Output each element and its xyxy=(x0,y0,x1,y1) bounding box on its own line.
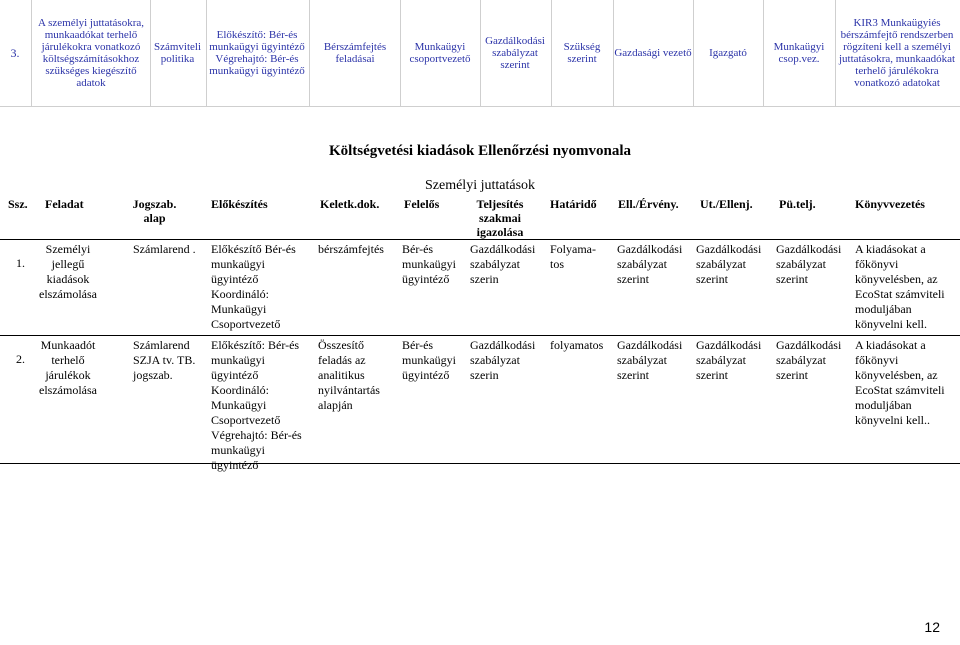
row-hatarido: folyamatos xyxy=(550,338,604,352)
document-subtitle: Személyi juttatások xyxy=(424,178,536,193)
column-divider xyxy=(150,0,151,106)
row-keletk: bérszámfejtés xyxy=(318,242,384,256)
row-divider xyxy=(0,335,960,336)
row-jogszab: Számlarend SZJA tv. TB. jogszab. xyxy=(133,338,196,382)
column-divider xyxy=(693,0,694,106)
column-divider xyxy=(31,0,32,106)
prev-row-check: Gazdasági vezető xyxy=(614,47,692,59)
header-feladat: Feladat xyxy=(45,197,84,211)
row-number: 2. xyxy=(16,352,25,366)
row-teljesites: Gazdálkodási szabályzat szerin xyxy=(470,242,536,286)
prev-row-verification: Gazdálkodási szabályzat szerint xyxy=(485,35,545,71)
header-ut: Ut./Ellenj. xyxy=(700,197,753,211)
row-ell: Gazdálkodási szabályzat szerint xyxy=(617,338,683,382)
previous-table-row xyxy=(0,0,960,106)
column-divider xyxy=(480,0,481,106)
prev-row-number: 3. xyxy=(10,46,20,60)
row-elokeszites: Előkészítő Bér-és munkaügyi ügyintéző Koordináló: Munkaügyi Csoportvezető xyxy=(211,242,296,331)
row-pu: Gazdálkodási szabályzat szerint xyxy=(776,242,842,286)
column-divider xyxy=(206,0,207,106)
column-divider xyxy=(763,0,764,106)
row-feladat: Személyi jellegű kiadások elszámolása xyxy=(39,242,97,301)
header-jogszab: Jogszab. alap xyxy=(132,197,177,225)
page-number: 12 xyxy=(924,619,940,635)
column-divider xyxy=(613,0,614,106)
row-elokeszites: Előkészítő: Bér-és munkaügyi ügyintéző Koordináló: Munkaügyi Csoportvezető Végrehajtó: Bér-és munkaügyi ügyintéző xyxy=(211,338,302,472)
prev-row-responsible: Munkaügyi csoportvezető xyxy=(409,41,471,65)
header-rule xyxy=(0,239,960,240)
column-divider xyxy=(835,0,836,106)
prev-row-approval: Igazgató xyxy=(709,47,747,59)
row-keletk: Összesítő feladás az analitikus nyilvántartás alapján xyxy=(318,338,380,412)
prev-row-task: A személyi juttatásokra, munkaadókat terhelő járulékokra vonatkozó költségszámításokhoz szükséges kiegészítő adatok xyxy=(38,17,144,89)
row-konyv: A kiadásokat a főkönyvi könyvelésben, az EcoStat számviteli moduljában könyvelni kell. xyxy=(855,242,945,331)
prev-row-document: Bérszámfejtés feladásai xyxy=(323,41,387,65)
table-bottom-rule xyxy=(0,463,960,464)
row-felelos: Bér-és munkaügyi ügyintéző xyxy=(402,242,456,286)
prev-row-bookkeeping: KIR3 Munkaügyiés bérszámfejtő rendszerben rögzíteni kell a személyi juttatásokra, munkaadókat terhelő járulékokra vonatkozó adatokat xyxy=(838,17,956,89)
prev-row-deadline: Szükség szerint xyxy=(563,41,601,65)
header-hatarido: Határidő xyxy=(550,197,597,211)
header-ssz: Ssz. xyxy=(8,197,28,211)
header-teljesites: Teljesítés szakmai igazolása xyxy=(476,197,524,239)
document-title: Költségvetési kiadások Ellenőrzési nyomvonala xyxy=(328,143,632,159)
row-ut: Gazdálkodási szabályzat szerint xyxy=(696,338,762,382)
row-ut: Gazdálkodási szabályzat szerint xyxy=(696,242,762,286)
column-divider xyxy=(309,0,310,106)
header-felelos: Felelős xyxy=(404,197,440,211)
header-keletk: Keletk.dok. xyxy=(320,197,380,211)
header-elokeszites: Előkészítés xyxy=(211,197,268,211)
header-pu: Pü.telj. xyxy=(779,197,816,211)
row-konyv: A kiadásokat a főkönyvi könyvelésben, az EcoStat számviteli moduljában könyvelni kell.. xyxy=(855,338,945,427)
row-teljesites: Gazdálkodási szabályzat szerin xyxy=(470,338,536,382)
row-bottom-border xyxy=(0,106,960,107)
prev-row-payment: Munkaügyi csop.vez. xyxy=(773,41,825,65)
row-ell: Gazdálkodási szabályzat szerint xyxy=(617,242,683,286)
header-konyv: Könyvvezetés xyxy=(855,197,925,211)
row-jogszab: Számlarend . xyxy=(133,242,196,256)
row-hatarido: Folyama-tos xyxy=(550,242,596,271)
column-divider xyxy=(400,0,401,106)
row-feladat: Munkaadót terhelő járulékok elszámolása xyxy=(39,338,97,397)
prev-row-legal-basis: Számviteli politika xyxy=(153,41,202,65)
prev-row-preparation: Előkészítő: Bér-és munkaügyi ügyintéző Végrehajtó: Bér-és munkaügyi ügyintéző xyxy=(209,29,305,77)
row-felelos: Bér-és munkaügyi ügyintéző xyxy=(402,338,456,382)
row-pu: Gazdálkodási szabályzat szerint xyxy=(776,338,842,382)
row-number: 1. xyxy=(16,256,25,270)
header-ell: Ell./Érvény. xyxy=(618,197,679,211)
column-divider xyxy=(551,0,552,106)
